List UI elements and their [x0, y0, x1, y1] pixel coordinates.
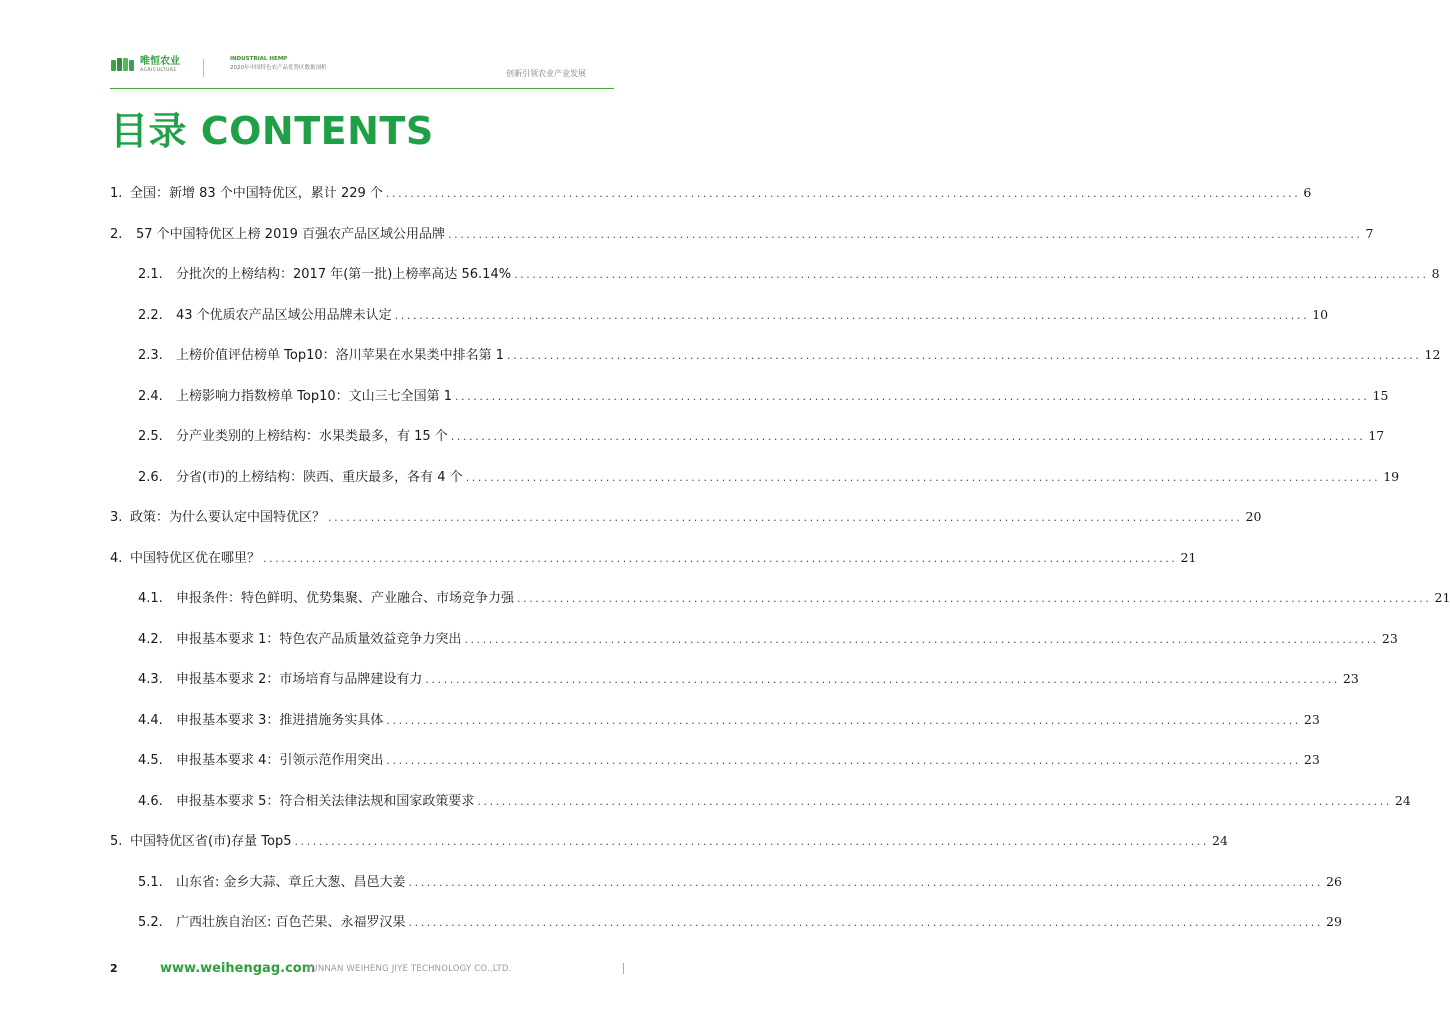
toc-entry-page: 23 — [1303, 712, 1320, 727]
toc-entry-title: 山东省: 金乡大蒜、章丘大葱、昌邑大姜 — [176, 875, 406, 890]
toc-entry-page: 21 — [1434, 590, 1450, 605]
page-title: 目录 CONTENTS — [110, 109, 434, 153]
toc-leader-dots — [263, 552, 1178, 565]
toc-entry-page: 10 — [1312, 307, 1329, 322]
toc-entry-number: 4.2. — [138, 632, 163, 647]
leaf-logo-icon — [110, 57, 136, 73]
footer-page-number: 2 — [110, 962, 118, 975]
toc-entry-page: 26 — [1326, 874, 1342, 889]
report-series-title: INDUSTRIAL HEMP — [230, 56, 288, 62]
toc-entry-page: 23 — [1303, 752, 1320, 767]
toc-entry-title: 中国特优区优在哪里？ — [130, 551, 261, 566]
header-tagline: 创新引领农业产业发展 — [506, 69, 586, 78]
toc-entry-page: 15 — [1372, 388, 1389, 403]
toc-entry-page: 23 — [1381, 631, 1398, 646]
toc-leader-dots — [451, 430, 1366, 443]
toc-entry-page: 17 — [1368, 428, 1385, 443]
toc-entry-page: 21 — [1180, 550, 1197, 565]
toc-leader-dots — [466, 471, 1381, 484]
toc-entry-title: 分省(市)的上榜结构：陕西、重庆最多，各有 4 个 — [176, 470, 463, 485]
toc-entry-number: 5.1. — [138, 875, 163, 890]
toc-entry-number: 4.1. — [138, 591, 163, 606]
toc-entry-page: 24 — [1212, 833, 1228, 848]
toc-entry-title: 申报基本要求 1：特色农产品质量效益竞争力突出 — [176, 632, 462, 647]
toc-entry-number: 2.4. — [138, 389, 163, 404]
toc-entry[interactable] — [138, 668, 1359, 688]
toc-leader-dots — [328, 511, 1243, 524]
toc-entry-number: 5. — [110, 834, 123, 849]
toc-leader-dots — [477, 795, 1392, 808]
toc-entry-number: 4. — [110, 551, 123, 566]
toc-entry-page: 12 — [1424, 347, 1441, 362]
logo-cn-text: 唯恒农业 — [140, 56, 180, 67]
footer-company: YUNNAN WEIHENG JIYE TECHNOLOGY CO.,LTD. — [306, 964, 512, 974]
toc-leader-dots — [386, 187, 1301, 200]
toc-entry-title: 57 个中国特优区上榜 2019 百强农产品区域公用品牌 — [136, 227, 446, 242]
toc-leader-dots — [448, 228, 1363, 241]
toc-entry[interactable] — [138, 911, 1342, 931]
toc-entry-title: 中国特优区省(市)存量 Top5 — [130, 834, 292, 849]
header-divider — [203, 59, 204, 77]
toc-entry-number: 4.6. — [138, 794, 163, 809]
toc-leader-dots — [507, 349, 1422, 362]
toc-leader-dots — [517, 592, 1432, 605]
footer-divider — [623, 963, 624, 974]
toc-entry[interactable] — [110, 547, 1197, 567]
toc-entry-title: 申报基本要求 5：符合相关法律法规和国家政策要求 — [176, 794, 475, 809]
toc-entry[interactable] — [138, 871, 1342, 891]
toc-entry-title: 申报基本要求 3：推进措施务实具体 — [176, 713, 384, 728]
toc-leader-dots — [409, 916, 1324, 929]
footer-url: www.weihengag.com — [160, 961, 316, 976]
toc-entry[interactable] — [138, 709, 1320, 729]
toc-entry-page: 23 — [1342, 671, 1359, 686]
toc-entry-number: 4.3. — [138, 672, 163, 687]
toc-entry-page: 24 — [1394, 793, 1411, 808]
page-footer — [110, 962, 624, 982]
toc-entry[interactable] — [110, 223, 1374, 243]
toc-entry-number: 2.5. — [138, 429, 163, 444]
toc-entry-number: 4.4. — [138, 713, 163, 728]
toc-entry-title: 上榜价值评估榜单 Top10：洛川苹果在水果类中排名第 1 — [176, 348, 505, 363]
toc-leader-dots — [386, 714, 1301, 727]
toc-entry[interactable] — [110, 182, 1312, 202]
toc-entry-title: 政策：为什么要认定中国特优区？ — [130, 510, 326, 525]
toc-entry-title: 申报条件：特色鲜明、优势集聚、产业融合、市场竞争力强 — [176, 591, 515, 606]
toc-leader-dots — [386, 754, 1301, 767]
toc-leader-dots — [295, 835, 1210, 848]
toc-entry-number: 1. — [110, 186, 123, 201]
toc-entry[interactable] — [138, 466, 1400, 486]
toc-entry-page: 7 — [1365, 226, 1374, 241]
toc-entry-title: 全国：新增 83 个中国特优区，累计 229 个 — [130, 186, 383, 201]
toc-entry[interactable] — [138, 790, 1411, 810]
toc-entry-title: 申报基本要求 2：市场培育与品牌建设有力 — [176, 672, 423, 687]
toc-entry[interactable] — [138, 304, 1329, 324]
toc-entry-number: 4.5. — [138, 753, 163, 768]
page-header — [110, 52, 614, 90]
toc-entry-title: 上榜影响力指数榜单 Top10：文山三七全国第 1 — [176, 389, 453, 404]
toc-entry-title: 分批次的上榜结构：2017 年(第一批)上榜率高达 56.14% — [176, 267, 512, 282]
toc-entry-title: 43 个优质农产品区域公用品牌未认定 — [176, 308, 392, 323]
toc-entry[interactable] — [110, 830, 1228, 850]
toc-entry-number: 2.3. — [138, 348, 163, 363]
toc-leader-dots — [514, 268, 1429, 281]
toc-leader-dots — [464, 633, 1379, 646]
toc-entry-number: 2.2. — [138, 308, 163, 323]
toc-entry[interactable] — [138, 385, 1389, 405]
toc-leader-dots — [455, 390, 1370, 403]
toc-entry-page: 8 — [1431, 266, 1440, 281]
toc-entry-page: 19 — [1383, 469, 1400, 484]
toc-leader-dots — [395, 309, 1310, 322]
toc-entry-number: 2.6. — [138, 470, 163, 485]
toc-leader-dots — [409, 876, 1324, 889]
toc-entry[interactable] — [138, 587, 1450, 607]
toc-entry-page: 6 — [1303, 185, 1312, 200]
toc-entry-title: 广西壮族自治区: 百色芒果、永福罗汉果 — [176, 915, 406, 930]
toc-entry[interactable] — [138, 749, 1320, 769]
toc-leader-dots — [425, 673, 1340, 686]
toc-entry[interactable] — [138, 628, 1398, 648]
toc-entry-number: 2. — [110, 227, 123, 242]
toc-entry[interactable] — [138, 425, 1385, 445]
logo-en-text: AGRICULTURE — [140, 68, 177, 73]
toc-entry-number: 2.1. — [138, 267, 163, 282]
toc-entry[interactable] — [110, 506, 1262, 526]
toc-entry-page: 29 — [1326, 914, 1342, 929]
company-logo — [110, 57, 180, 74]
toc-entry-number: 5.2. — [138, 915, 163, 930]
header-rule — [110, 88, 614, 89]
toc-entry-title: 申报基本要求 4：引领示范作用突出 — [176, 753, 384, 768]
toc-entry[interactable] — [138, 263, 1440, 283]
toc-entry-page: 20 — [1245, 509, 1262, 524]
toc-entry-title: 分产业类别的上榜结构：水果类最多，有 15 个 — [176, 429, 448, 444]
report-subtitle: 2020年中国特色农产品优势区数据剖析 — [230, 64, 327, 71]
toc-entry-number: 3. — [110, 510, 123, 525]
toc-entry[interactable] — [138, 344, 1441, 364]
